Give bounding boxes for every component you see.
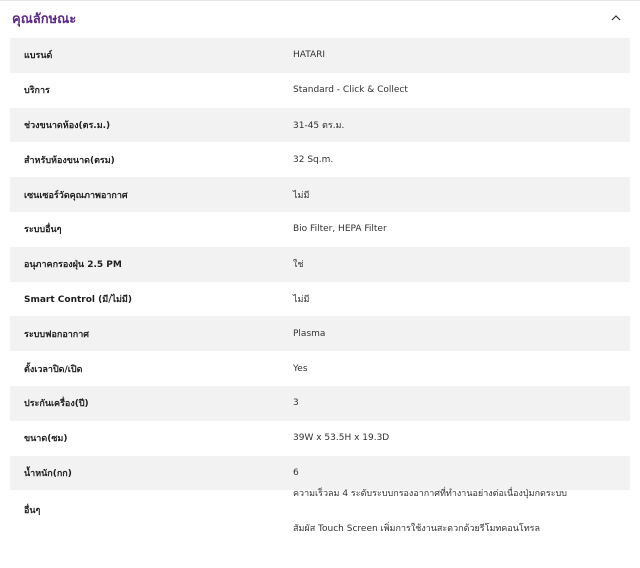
spec-value: Plasma — [293, 328, 326, 339]
spec-value: Bio Filter, HEPA Filter — [293, 224, 387, 235]
spec-label: บริการ — [24, 86, 50, 97]
spec-label: น้ำหนัก(กก) — [24, 468, 72, 479]
spec-row-purification — [10, 316, 630, 351]
spec-label: ช่วงขนาดห้อง(ตร.ม.) — [24, 120, 111, 131]
spec-label: แบรนด์ — [24, 51, 53, 62]
spec-value: Standard - Click & Collect — [293, 85, 408, 96]
spec-label: ระบบฟอกอากาศ — [24, 329, 89, 340]
section-title: คุณลักษณะ — [12, 11, 77, 27]
spec-value: 31-45 ตร.ม. — [293, 120, 345, 131]
spec-value: 3 — [293, 398, 299, 409]
spec-row-smart-control — [10, 282, 630, 317]
spec-value: ไม่มี — [293, 190, 310, 201]
spec-row-other-systems — [10, 212, 630, 247]
spec-value — [293, 477, 630, 547]
spec-label: Smart Control (มี/ไม่มี) — [24, 294, 132, 305]
spec-value: ใช่ — [293, 260, 304, 271]
spec-label: สำหรับห้องขนาด(ตรม) — [24, 155, 115, 166]
spec-label: อนุภาคกรองฝุ่น 2.5 PM — [24, 260, 122, 271]
chevron-up-icon[interactable] — [610, 12, 622, 24]
spec-row-timer — [10, 351, 630, 386]
spec-row-service — [10, 73, 630, 108]
spec-row-brand — [10, 38, 630, 73]
spec-label: อื่นๆ — [24, 506, 41, 517]
spec-label: ประกันเครื่อง(ปี) — [24, 399, 89, 410]
spec-row-pm25 — [10, 247, 630, 282]
spec-value: ไม่มี — [293, 294, 310, 305]
spec-label: ระบบอื่นๆ — [24, 225, 62, 236]
specifications-header[interactable] — [0, 1, 640, 35]
spec-row-dimensions — [10, 421, 630, 456]
spec-value-line: ความเร็วลม 4 ระดับระบบกรองอากาศที่ทำงานอย่างต่อเนื่องปุ่มกดระบบ — [293, 489, 567, 500]
spec-value: HATARI — [293, 50, 326, 61]
spec-row-air-quality-sensor — [10, 177, 630, 212]
spec-row-room-size — [10, 142, 630, 177]
spec-row-room-size-range — [10, 108, 630, 143]
spec-value-line: สัมผัส Touch Screen เพิ่มการใช้งานสะดวกด้วยรีโมทคอนโทรล — [293, 524, 541, 535]
spec-label: เซนเซอร์วัดคุณภาพอากาศ — [24, 190, 128, 201]
spec-label: ตั้งเวลาปิด/เปิด — [24, 364, 83, 375]
spec-value: 39W x 53.5H x 19.3D — [293, 433, 390, 444]
spec-value: Yes — [293, 363, 308, 374]
spec-value: 6 — [293, 467, 299, 478]
spec-row-others — [10, 490, 630, 560]
spec-label: ขนาด(ซม) — [24, 434, 68, 445]
specifications-table — [10, 38, 630, 560]
spec-value: 32 Sq.m. — [293, 154, 334, 165]
spec-row-warranty — [10, 386, 630, 421]
